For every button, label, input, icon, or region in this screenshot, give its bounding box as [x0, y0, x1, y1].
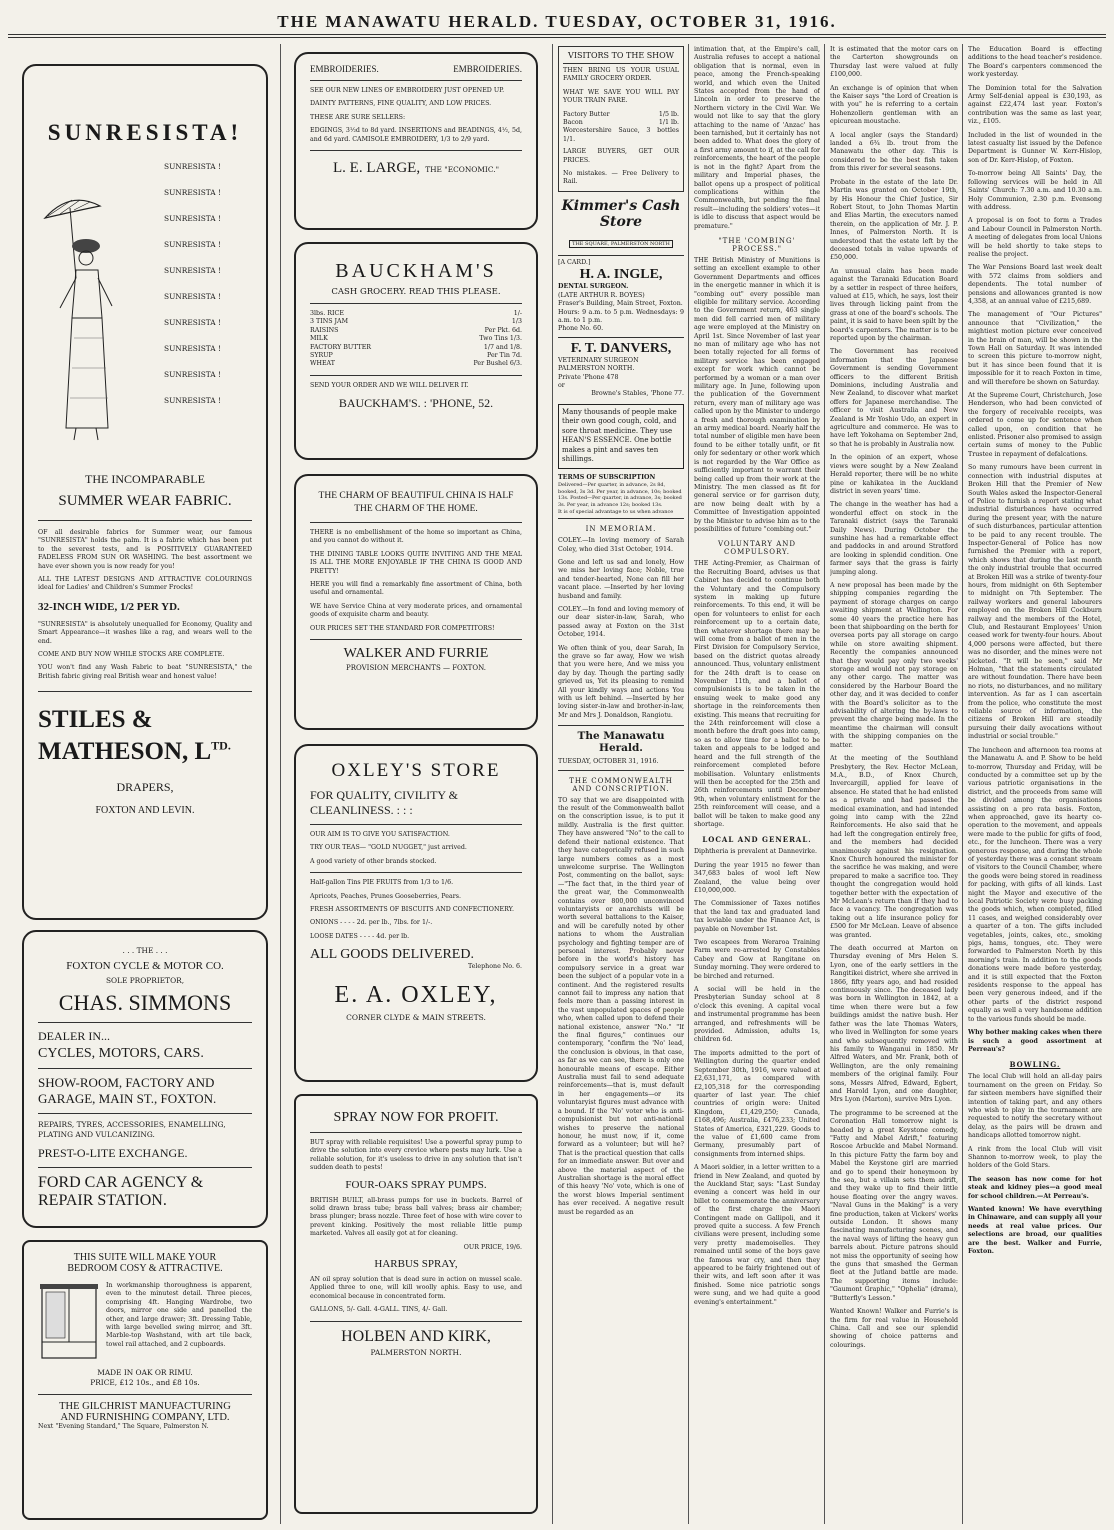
oxley-firm: E. A. OXLEY,	[334, 981, 498, 1008]
china-body: THE DINING TABLE LOOKS QUITE INVITING AND THE MEAL IS ALL THE MORE ENJOYABLE IF THE CHINA IS GOOD AND PRETTY!	[310, 550, 522, 575]
ingle-name: H. A. INGLE,	[579, 267, 663, 283]
visitors-price-list	[563, 111, 679, 145]
sunresista-advert	[22, 64, 268, 920]
local-item: Included in the list of wounded in the latest casualty list issued by the Defence Department is Gunner W. Kerr-Hislop, son of Dr. Kerr-Hislop, of Foxton.	[968, 131, 1102, 164]
sunresista-repeat: SUNRESISTA !	[164, 188, 221, 197]
memoriam-body: Gone and left us sad and lonely, How we miss her loving face; Noble, true and tender-hearted, None can fill her vacant place. —Inserted by her loving husband and family.	[558, 558, 684, 600]
sunresista-repeat: SUNRESISTA !	[164, 396, 221, 405]
embroideries-heading: EMBROIDERIES.	[453, 64, 522, 74]
column-4	[694, 46, 820, 1522]
commonwealth-body: intimation that, at the Empire's call, Australia refuses to accept a national obligation that is normal, even in peace, among the French-speaking world, and which even the United States accepted from the hand of Lincoln in order to preserve the Northern victory in the Civil War. We would not like to say that the glory attaching to the name of 'Anzac' has been tarnished, but it certainly has not been added to. What does the glory of a first army amount to if, at the call for reinforcements, the heart of the people is not in the fight? Apart from the military and Imperial phases, the ballot opens up a prospect of political complications within the Commonwealth, but pending the final result—including the soldiers' votes—it is idle to discuss that aspect would be premature."	[694, 46, 820, 230]
bauckham-price-row	[310, 352, 522, 360]
cycle-company: FOXTON CYCLE & MOTOR CO.	[66, 960, 224, 972]
spray-pumps-heading: FOUR-OAKS SPRAY PUMPS.	[345, 1178, 487, 1191]
danvers-line: PALMERSTON NORTH.	[558, 365, 635, 373]
embroideries-heading: EMBROIDERIES.	[310, 64, 379, 74]
spray-body: AN oil spray solution that is dead sure in action on mussel scale. Applied three to one, will kill woolly aphis. Easy to use, and economical because in concentrated form.	[310, 1276, 522, 1300]
holben-kirk-address: PALMERSTON NORTH.	[370, 1347, 462, 1357]
ingle-line: DENTAL SURGEON.	[558, 283, 629, 291]
bowling-heading: BOWLING.	[1009, 1060, 1061, 1070]
bauckham-firm: BAUCKHAM'S. : 'PHONE, 52.	[338, 396, 494, 411]
ingle-line: Fraser's Building, Main Street, Foxton.	[558, 300, 683, 308]
gilchrist-heading: THIS SUITE WILL MAKE YOUR	[73, 1252, 217, 1263]
local-item: An unusual claim has been made against the Taranaki Education Board by a settler in respect of three heifers, valued at £15, which, he says, lost their lives through licking paint from the grass at one of the board's schools. The paint, it is said to have been spilt by the board's carpenters. The matter is to be reported upon by the chairman.	[830, 267, 958, 342]
china-body: THERE is no embellishment of the home so important as China, and you cannot do without it.	[310, 529, 522, 545]
masthead: THE MANAWATU HERALD. TUESDAY, OCTOBER 31, 1916.	[277, 12, 837, 31]
wardrobe-illustration	[38, 1282, 100, 1362]
sunresista-body: OF all desirable fabrics for Summer wear, our famous "SUNRESISTA" holds the palm. It is a fabric which has been put to the severest tests, and is POSITIVELY GUARANTEED FADELESS FROM SUN OR WASHING. The best assortment we have ever shown you is now ready for you!	[38, 529, 252, 570]
memoriam-heading: IN MEMORIAM.	[585, 525, 657, 534]
gilchrist-address: Next "Evening Standard," The Square, Palmerston N.	[38, 1423, 209, 1430]
visitors-title: VISITORS TO THE SHOW	[568, 51, 674, 60]
terms-body: It is of special advantage to us when advance	[558, 508, 674, 515]
price-item-value: 1/3	[511, 318, 522, 326]
local-item: The Government has received information that the Japanese Government is sending Government officers to the different British Dominions, including Australia and New Zealand, to discover what market offers for Japanese merchandise. The officer to visit Australia and New Zealand is Mr Yoshio Udo, an expert in agriculture and commerce. He was to have left Yokohama on September 2nd, so that he is probably in Australia now.	[830, 348, 958, 448]
local-item: The management of "Our Pictures" announce that "Civilization," the mightiest motion picture ever conceived in the brain of man, will be shown in the Town Hall on Saturday. It was intended to screen this picture to-morrow night, but it has since been found that it is impossible for it to reach Foxton in time, and will therefore be shown on Saturday.	[968, 311, 1102, 386]
column-rule	[824, 44, 825, 1524]
chas-simmons-name: CHAS. SIMMONS	[58, 990, 232, 1015]
masthead-rule	[8, 34, 1106, 35]
local-item: The season has now come for hot steak and kidney pies—a good meal for school children.—At Perreau's.	[968, 1175, 1102, 1200]
cycle-repairs: REPAIRS, TYRES, ACCESSORIES, ENAMELLING, PLATING AND VULCANIZING.	[38, 1120, 226, 1139]
bauckham-send: SEND YOUR ORDER AND WE WILL DELIVER IT.	[310, 381, 469, 389]
large-body: THESE ARE SURE SELLERS:	[310, 113, 406, 121]
column-rule	[962, 44, 963, 1524]
local-item: The luncheon and afternoon tea rooms at the Manawatu A. and P. Show to be held to-morrow, Thursday and Friday, will be conducted by a committee set up by the various patriotic organisations in the district, and the proceeds from same will be divided among the organisations assisting on a pro rata basis. Foxton, when approached, gave its hearty co-operation to the movement, and appeals were made to the public for gifts of food, etc., for the luncheon. There was a very generous response, and during the whole of yesterday there was a constant stream of visitors to the Council Chamber, where the goods were being stored in readiness for packing, with gifts of all kinds. Last night the Mayor and executive of the local Patriotic Society were busy packing the goods which, when completed, filled 11 cases, and weighed considerably over a quarter of a ton. The gifts included vegetables, joints, cakes, etc., smoking pigs, hams, tongues, etc. They were forwarded to Palmerston North by this morning's train. In addition to the goods donations were made before yesterday, and it is still expected that the Foxton residents response to the appeal has been very generous indeed, and if the other parts of the district respond equally as well a very handsome addition to the various funds should be made.	[968, 746, 1102, 1023]
local-item: Wanted known! We have everything in Chinaware, and can supply all your needs at real value prices. Our selections are broad, our qualities are the best. Walker and Furrie, Foxton.	[968, 1206, 1102, 1256]
price-item-name: Bacon	[563, 119, 583, 127]
large-body: SEE OUR NEW LINES OF EMBROIDERY JUST OPENED UP.	[310, 87, 505, 94]
bauckham-title: BAUCKHAM'S	[335, 260, 497, 282]
danvers-name: F. T. DANVERS,	[570, 340, 672, 356]
card-label: [A CARD.]	[558, 258, 591, 266]
price-item-name: WHEAT	[310, 360, 335, 368]
local-item: Why bother making cakes when there is such a good assortment at Perreau's?	[968, 1029, 1102, 1053]
bauckham-price-row	[310, 344, 522, 352]
sunresista-repeat: SUNRESISTA !	[164, 292, 221, 301]
gilchrist-made: MADE IN OAK OR RIMU.	[97, 1368, 193, 1377]
cycle-showroom: GARAGE, MAIN ST., FOXTON.	[38, 1091, 217, 1106]
visitors-line: WHAT WE SAVE YOU WILL PAY YOUR TRAIN FARE.	[563, 88, 679, 105]
local-general-heading: LOCAL AND GENERAL.	[702, 835, 812, 845]
sunresista-body: COME AND BUY NOW WHILE STOCKS ARE COMPLETE.	[38, 651, 225, 659]
large-firm: L. E. LARGE,	[333, 160, 421, 177]
large-body: DAINTY PATTERNS, FINE QUALITY, AND LOW PRICES.	[310, 100, 492, 108]
local-item: The Commissioner of Taxes notifies that the land tax and graduated land tax leviable under the Finance Act, is payable on November 1st.	[694, 900, 820, 933]
visitors-price-row	[563, 119, 679, 127]
gilchrist-firm: AND FURNISHING COMPANY, LTD.	[60, 1412, 230, 1423]
large-body: EDGINGS, 3½d to 8d yard. INSERTIONS and BEADINGS, 4½, 5d, and 6d yard. CAMISOLE EMBROIDERY, 1/3 to 2/9 yard.	[310, 127, 522, 143]
local-item: At the meeting of the Southland Presbytery, the Rev. Hector McLean, M.A., B.D., of Knox Church, Invercargill, applied for leave of absence. He stated that he had enlisted as a private and had passed the medical examination, and had intended going into camp with the 22nd Reinforcements. He also said that he had left the congregation entirely free, and the members had decided unanimously against his resignation. Knox Church honoured the minister for the sacrifice he was making, and were prepared to make a sacrifice too. They thought the congregation would hold together better with the expectation of Mr McLean's return than if they had to face a vacancy. The congregation was taking out a life insurance policy for £500 for Mr McLean. Leave of absence was granted.	[830, 755, 958, 939]
local-item: During the year 1915 no fewer than 347,683 bales of wool left New Zealand, the value being over £10,000,000.	[694, 861, 820, 894]
price-item-value: Per Pkt. 6d.	[484, 326, 522, 334]
masthead-rule-2	[8, 37, 1106, 38]
cycle-ford: FORD CAR AGENCY &	[38, 1174, 204, 1191]
ingle-line: Phone No. 60.	[558, 325, 604, 333]
voluntary-body: THE Acting-Premier, as Chairman of the Recruiting Board, advises us that Cabinet has decided to continue both the Voluntary and the Compulsory system in making up future reinforcements. To this end, it will be open for volunteers to enlist for each reinforcement up to a certain date, then whatever shortage there may be will come from a ballot of men in the First Division for Compulsory Service, based on the district quotas already announced. Thus, voluntary enlistment for the 24th draft is to cease on November 11th, and a ballot of compulsionists is to be taken in the ensuing week to make good any shortage in the reinforcements then existing. This means that recruiting for the 24th reinforcement will close a month before the draft goes into camp, so as to allow time for a ballot to be taken and appeals to be lodged and heard and the full strength of the reinforcement completed before mobilisation. Voluntary enlistments will then be accepted for the 25th and 26th reinforcements until December 9th, when voluntary enlistment for the 25th reinforcement will cease, and a ballot will be taken to make good any shortage.	[694, 560, 820, 828]
local-item: At the Supreme Court, Christchurch, Jose Henderson, who had been convicted of the forgery of receivable receipts, was ordered to come up for sentence when called upon, on condition that he enlisted. Prisoner also promised to assign certain sums of money to the Public Trustee in repayment of defalcations.	[968, 392, 1102, 458]
gilchrist-advert	[22, 1240, 268, 1520]
oxley-telephone: Telephone No. 6.	[467, 963, 522, 971]
spray-gallons: GALLONS, 5/- Gall. 4-GALL. TINS, 4/- Gall.	[310, 1306, 448, 1314]
price-item-name: 3lbs. RICE	[310, 310, 344, 317]
gilchrist-body: In workmanship thoroughness is apparent, even to the minutest detail. Three pieces, comprising 4ft. Hanging Wardrobe, two doors, mirror one side and panelled the other, and large drawer; 3ft. Dressing Table, with large bevelled swing mirror, and 3ft. Marble-top Washstand, with art tile back, towel rail attached, and 2 cupboards.	[106, 1282, 252, 1348]
memoriam-body: COLEY.—In loving memory of Sarah Coley, who died 31st October, 1914.	[558, 537, 684, 553]
sunresista-repeat: SUNRESISTA !	[164, 318, 221, 327]
stiles-matheson-suffix: TD.	[211, 738, 231, 753]
herald-nameplate: The Manawatu Herald.	[577, 730, 665, 755]
price-item-name: FACTORY BUTTER	[310, 343, 372, 351]
bauckham-price-row	[310, 327, 522, 335]
bauckham-price-row	[310, 310, 522, 318]
visitors-price-row	[563, 111, 679, 119]
spray-body: BRITISH BUILT, all-brass pumps for use in buckets. Barrel of solid drawn brass tube; brass ball valves; brass air chamber; brass plunger; brass nozzle. Three feet of hose with wire cover to prevent kinking. Positively the most reliable little pump marketed. Valves all easily got at for cleaning.	[310, 1196, 522, 1238]
sunresista-repeat: SUNRESISTA !	[164, 240, 221, 249]
oxley-advert	[294, 744, 538, 1082]
local-item: Wanted Known! Walker and Furrie's is the firm for real value in Household China. Call and see our splendid showing of choice patterns and colourings.	[830, 1308, 958, 1349]
local-item: Two escapees from Weraroa Training Farm were re-arrested by Constables Cabey and Gow at Rangitane on Sunday morning. They were ordered to be birched and returned.	[694, 939, 820, 980]
oxley-line: TRY OUR TEAS— "GOLD NUGGET," just arrived.	[310, 844, 467, 852]
visitors-price-row	[563, 127, 679, 144]
danvers-line: Private 'Phone 478	[558, 373, 619, 381]
price-item-value: 1/-	[513, 310, 522, 317]
walker-furrie-sub: PROVISION MERCHANTS — FOXTON.	[346, 664, 486, 673]
stiles-matheson-name: STILES &	[38, 706, 153, 734]
terms-body: Delivered—Per quarter, in advance, 2s 8d, booked, 3s 3d. Per year, in advance, 10s; booked 13s. Posted—Per quarter, in advance, 3s; booked 3s. Per year, in advance 12s; booked 13s.	[558, 482, 682, 508]
ingle-line: (LATE ARTHUR R. BOYES)	[558, 291, 645, 299]
lady-parasol-illustration	[40, 188, 130, 448]
local-item: The death occurred at Marton on Thursday evening of Mrs Helen S. Lyon, one of the early settlers in the Rangitikei district, where she arrived in 1866, fifty years ago, and had resided continuously since. The deceased lady was born in Wellington in 1842, at a time when there were but a few buildings amidst the native bush. Her father was the late Thomas Waters, who lived in Wellington for some years and who subsequently removed with his family to Wanganui in 1850. Mr Alfred Waters, and Mr. Frank, both of Wellington, are the only remaining members of the original family. Four sons, Messrs Alfred, Edward, Egbert, and Harold Lyon, and one daughter, Mrs Lyon (Marton), survive Mrs Lyon.	[830, 945, 958, 1104]
oxley-line: FRESH ASSORTMENTS OF BISCUITS AND CONFECTIONERY.	[310, 906, 514, 914]
memoriam-body: COLEY.—In fond and loving memory of our dear sister-in-law, Sarah, who passed away at Foxton on the 31st October, 1914.	[558, 605, 684, 639]
bauckham-price-row	[310, 318, 522, 326]
visitors-line: No mistakes. — Free Delivery to Rail.	[563, 170, 679, 186]
local-item: The change in the weather has had a wonderful effect on stock in the Taranaki district (says the Taranaki Daily News). During October the sunshine has had a remarkable effect and paddocks in and around Stratford are looking in splendid condition. One farmer says that the grass is fairly jumping along.	[830, 501, 958, 576]
heans-essence-advert: Many thousands of people make their own good cough, cold, and sore throat medicine. They use HEAN'S ESSENCE. One bottle makes a pint and saves ten shillings.	[558, 404, 684, 469]
oxley-line: Half-gallon Tins PIE FRUITS from 1/3 to 1/6.	[310, 879, 454, 887]
ingle-line: Hours: 9 a.m. to 5 p.m. Wednesdays: 9 a.m. to 1 p.m.	[558, 308, 684, 324]
gilchrist-firm: THE GILCHRIST MANUFACTURING	[59, 1401, 231, 1412]
oxley-delivered: ALL GOODS DELIVERED.	[310, 947, 474, 963]
cycle-sole: SOLE PROPRIETOR,	[105, 976, 185, 985]
bowling-item: The local Club will hold an all-day pairs tournament on the green on Friday. So far sixteen members have signified their intention of taking part, and any others who wish to play in the tournament are requested to notify the secretary without delay, as the pairs will be drawn and handicaps allotted tomorrow night.	[968, 1073, 1102, 1140]
combing-heading: "THE 'COMBING' PROCESS."	[718, 236, 796, 253]
bauckham-price-row	[310, 360, 522, 368]
local-item: The Education Board is effecting additions to the head teacher's residence. The Board's carpenters commenced the work yesterday.	[968, 46, 1102, 79]
local-item: So many rumours have been current in connection with industrial disputes at Broken Hill that the Premier of New South Wales asked the Inspector-General of Police to furnish a report stating what industrial disturbances have occurred during the present year, with the nature of such disturbances, particular attention to be paid to any recent trouble. The Inspector-General of Police has now furnished the Premier with a report, which shows that during the last month the only industrial trouble that occurred at Broken Hill was a strike of twenty-four hours, from midnight on 6th September to midnight on 7th September. The railway workers and general labourers employed on the Broken Hill Cockburn railway and the members of the Hotel, Club, and Restaurant Employees' Union ceased work for twenty-four hours. About 4,000 persons were affected, but there was no disorder, and the mines were not picketed. "It will be seen," said Mr Holman, "that the statements circulated are without foundation. There have been no riots, no disturbances, and no military intervention. As far as I can ascertain from the police, who constitute the most reliable source of information, the citizens of Broken Hill are steadily pursuing their daily avocations without industrial or social trouble."	[968, 464, 1102, 741]
price-item-name: Worcestershire Sauce, 3 bottles 1/1.	[563, 127, 679, 143]
local-item: A new proposal has been made by the shipping companies regarding the payment of storage charges on cargo awaiting shipment at Wellington. For some 40 years the practice here has been that shipboarding on the berth for oversea ports pay all storage on cargo while on store awaiting shipment. Recently the companies announced that they would pay only two weeks' storage and would not pay storage on any other cargo. The matter was considered by the Harbour Board the other day, and it was decided to confer with the Board's solicitor as to the advisability of altering the by-laws to prevent the charge being made. In the meantime the chairman will consult with the shipping companies on the matter.	[830, 581, 958, 749]
sunresista-body: ALL THE LATEST DESIGNS AND ATTRACTIVE COLOURINGS ideal for Ladies' and Children's Summer Frocks!	[38, 576, 252, 592]
price-item-value: Per Bushel 6/3.	[473, 360, 522, 368]
china-body: WE have Service China at very moderate prices, and ornamental goods of exquisite charm and beauty.	[310, 602, 522, 619]
sunresista-title: SUNRESISTA!	[47, 120, 243, 145]
visitors-advert	[558, 46, 684, 192]
cycle-the: . . . THE . . .	[122, 946, 168, 955]
stiles-matheson-trade: DRAPERS,	[116, 780, 174, 795]
sunresista-repeat: SUNRESISTA !	[164, 344, 221, 353]
visitors-line: LARGE BUYERS, GET OUR PRICES.	[563, 148, 679, 164]
sunresista-body: YOU won't find any Wash Fabric to beat "SUNRESISTA," the British fabric giving real British wear and honest value!	[38, 664, 252, 680]
cycle-showroom: SHOW-ROOM, FACTORY AND	[38, 1075, 215, 1090]
kimmer-logo	[558, 198, 684, 249]
sunresista-repeat: SUNRESISTA !	[164, 266, 221, 275]
oxley-line: ONIONS - - - - 2d. per lb., 7lbs. for 1/-.	[310, 919, 433, 927]
spray-title: SPRAY NOW FOR PROFIT.	[333, 1110, 499, 1125]
column-6	[968, 46, 1102, 1522]
gilchrist-heading: BEDROOM COSY & ATTRACTIVE.	[67, 1263, 223, 1274]
local-item: The War Pensions Board last week dealt with 572 claims from soldiers and dependents. The total number of pensions and allowances granted is now 4,358, at an annual value of £215,689.	[968, 264, 1102, 305]
foxton-cycle-advert	[22, 930, 268, 1228]
terms-heading: TERMS OF SUBSCRIPTION	[558, 473, 656, 481]
local-item: The Dominion total for the Salvation Army Self-denial appeal is £30,193, as against £22,474 last year. Foxton's contribution was the same as last year, viz., £105.	[968, 84, 1102, 126]
sunresista-tagline: SUMMER WEAR FABRIC.	[58, 493, 232, 509]
local-item: A Maori soldier, in a letter written to a friend in New Zealand, and quoted by the Auckland Star, says: "Last Sunday evening a concert was held in our billet to commemorate the anniversary of the first charge the Maori Contingent made on Gallipoli, and it proved quite a success. A few French civilians were present, including some very pretty mademoiselles. They remained until some of the boys gave the famous war cry, and then they appeared to be fairly frightened out of their wits, and left soon after it was finished. Some nice patriotic songs were sung, and we had quite a good evening's entertainment."	[694, 1164, 820, 1306]
oxley-line: Apricots, Peaches, Prunes Gooseberries, Pears.	[310, 892, 461, 900]
bauckham-subtitle: CASH GROCERY. READ THIS PLEASE.	[331, 287, 501, 297]
commonwealth-body: TO say that we are disappointed with the result of the Commonwealth ballot on the conscription issue, is to put it mildly. Australia is the first quitter. They have answered "No" to the call to defend their national existence. That they have categorically refused in such large numbers comes as a most unwelcome surprise. The Wellington Post, commenting on the ballot, says:—"The fact that, in the third year of the great war, the Commonwealth contains over 800,000 unconvinced voluntaryists or anarchists will be worth several battalions to the Kaiser, and will be carefully noted by other nations to whom the Australian psychology and fighting temper are of personal interest. Probably never before in the world's history has compulsory service in a great war been the subject of a popular vote in a continent. And the registered results cannot fail to impress any nation that feels more than a passing interest in the vast unpopulated spaces of people who, when called upon to defend their national existence, answer "No." "If the final figures," continues our contemporary, "confirm the 'No' lead, the conclusion is obvious, in that case, as far as we can see, there is only one honourable means of escape. Either Australia must fail to send adequate reinforcements—that is, must default in her engagements—or its voluntaryist figures must advance with a bound. If the 'No' voter who is anti-compulsionist but not anti-national wishes to preserve the national honour, he must now, if it, come forward as a volunteer; but will he? That is the practical question that calls for an immediate answer. But over and above the material aspect of the Australian shortage is the moral effect of this heavy 'No' vote, which is one of the worst blows Imperial sentiment has ever received. A negative result must be regarded as an	[558, 796, 684, 1216]
stiles-matheson-name: MATHESON, L	[38, 738, 212, 766]
walker-furrie-name: WALKER AND FURRIE	[343, 646, 489, 662]
oxley-line: A good variety of other brands stocked.	[310, 857, 437, 865]
oxley-address: CORNER CLYDE & MAIN STREETS.	[346, 1012, 486, 1022]
local-item: A proposal is on foot to form a Trades and Labour Council in Palmerston North. A meeting of delegates from local Unions will be held shortly to take steps to realise the project.	[968, 217, 1102, 258]
local-item: Diphtheria is prevalent at Dannevirke.	[694, 848, 817, 856]
cycle-ford: REPAIR STATION.	[38, 1192, 167, 1209]
local-item: Probate in the estate of the late Dr. Martin was granted on October 19th, by His Honour the Chief Justice, Sir Robert Stout, to John Thomas Martin and Elias Martin, the executors named therein, on the application of Mr. J. P. Innes, of Palmerston North. It is understood that the estate left by the deceased totals in value upwards of £50,000.	[830, 178, 958, 262]
local-item: A local angler (says the Standard) landed a 6¾ lb. trout from the Manawatu the other day. This is considered to be the best fish taken from this river for several seasons.	[830, 131, 958, 173]
danvers-line: VETERINARY SURGEON	[558, 356, 639, 364]
commonwealth-heading: THE COMMONWEALTH AND CONSCRIPTION.	[569, 776, 673, 793]
price-item-name: Factory Butter	[563, 110, 610, 118]
china-body: OUR PRICES SET THE STANDARD FOR COMPETITORS!	[310, 624, 495, 632]
oxley-subtitle: FOR QUALITY, CIVILITY & CLEANLINESS. : : :	[310, 788, 458, 817]
local-item: A social will be held in the Presbyterian Sunday school at 8 o'clock this evening. A capital vocal and instrumental programme has been arranged, and refreshments will be provided. Admission, adults 1s, children 6d.	[694, 986, 820, 1044]
column-rule	[280, 44, 281, 1524]
gilchrist-price: PRICE, £12 10s., and £8 10s.	[90, 1378, 200, 1387]
spray-body: BUT spray with reliable requisites! Use a powerful spray pump to drive the solution into every crevice where pests may lurk. Use a reliable solution, for it's useless to drive in any solution that isn't sudden death to pests!	[310, 1139, 522, 1172]
visitors-line: THEN BRING US YOUR USUAL FAMILY GROCERY ORDER.	[563, 67, 679, 83]
price-item-name: SYRUP	[310, 352, 333, 360]
danvers-line: Browne's Stables, 'Phone 77.	[591, 390, 684, 398]
price-item-value: 1/5 lb.	[658, 110, 679, 118]
local-item: The programme to be screened at the Coronation Hall tomorrow night is headed by a great Keystone comedy, "Fatty and Mabel Adrift," featuring Roscoe Arbuckle and Mabel Normand. In this picture Fatty the farm boy and Mabel the Keystone girl are married and go to spend their honeymoon by the sea, but a villain sets them adrift, and they wake up to find their little house floating over the angry waves. "Naval Guns in the Making" is a very fine production, taken at Vickers' works outside London. It shows many fascinating manufacturing scenes, and the naval ways of lifting the heavy gun barrels about. Picture patrons should not miss the opportunity of seeing how the guns that smashed the German fleet at the Jutland battle are made. The supporting items include: "Gaumont Graphic," "Ophelia" (drama), "Butterfly's Lesson."	[830, 1109, 958, 1302]
column-rule	[552, 44, 553, 1524]
price-item-value: 1/7 and 1/8.	[483, 343, 522, 351]
spray-advert	[294, 1094, 538, 1514]
price-item-name: 3 TINS JAM	[310, 318, 349, 326]
bauckham-advert	[294, 242, 538, 460]
local-item: An exchange is of opinion that when the Kaiser says "the Lord of Creation is with you" he is referring to a certain Hohenzollern gentleman with an epicurean moustache.	[830, 84, 958, 126]
price-item-value: Per Tin 7d.	[486, 352, 522, 360]
oxley-line: OUR AIM IS TO GIVE YOU SATISFACTION.	[310, 831, 450, 838]
holben-kirk-name: HOLBEN AND KIRK,	[341, 1327, 491, 1345]
sunresista-body: "SUNRESISTA" is absolutely unequalled for Economy, Quality and Smart Appearance—it washes like a rag, and wears well to the end.	[38, 620, 252, 645]
cycle-dealer: DEALER IN...	[38, 1029, 110, 1043]
sunresista-price: 32-INCH WIDE, 1/2 PER YD.	[38, 600, 180, 613]
kimmer-logo-text: Kimmer's Cash Store	[561, 197, 681, 230]
local-item: To-morrow being All Saints' Day, the following services will be held in All Saints' Church: 7.30 a.m. and 10.30 a.m. Holy Communion, 2.30 p.m. Evensong with address.	[968, 170, 1102, 211]
price-item-value: Two Tins 1/3.	[479, 335, 522, 343]
cycle-prestolite: PREST-O-LITE EXCHANGE.	[38, 1146, 188, 1160]
spray-price: OUR PRICE, 19/6.	[463, 1243, 522, 1251]
china-heading: THE CHARM OF BEAUTIFUL CHINA IS HALF THE CHARM OF THE HOME.	[318, 491, 514, 514]
column-5	[830, 46, 958, 1522]
voluntary-heading: VOLUNTARY AND COMPULSORY.	[718, 540, 796, 557]
memoriam-body: We often think of you, dear Sarah, In the grave so far away, How we wish that you were here, And we miss you day by day. Though the parting sadly grieved us, Yet its pleasing to remind All your kindly ways and actions You with us left behind. —Inserted by her loving sister-in-law and brother-in-law, Mr and Mrs J. Donaldson, Rangiotu.	[558, 644, 684, 719]
price-item-name: MILK	[310, 335, 328, 343]
oxley-line: LOOSE DATES - - - - 4d. per lb.	[310, 932, 410, 940]
large-firm-sub: THE "ECONOMIC."	[425, 165, 499, 175]
sunresista-repeat: SUNRESISTA !	[164, 370, 221, 379]
column-rule	[688, 44, 689, 1524]
price-item-name: RAISINS	[310, 326, 339, 334]
herald-date: TUESDAY, OCTOBER 31, 1916.	[558, 758, 659, 766]
kimmer-logo-address: THE SQUARE, PALMERSTON NORTH	[569, 240, 673, 248]
large-embroideries-advert	[294, 52, 538, 230]
column-3	[558, 46, 684, 1522]
bauckham-price-list	[310, 310, 522, 369]
oxley-title: OXLEY'S STORE	[331, 760, 501, 781]
stiles-matheson-locations: FOXTON AND LEVIN.	[95, 805, 195, 817]
sunresista-repeat: SUNRESISTA !	[164, 162, 221, 171]
cycle-goods: CYCLES, MOTORS, CARS.	[38, 1046, 204, 1061]
china-advert	[294, 474, 538, 730]
local-item: It is estimated that the motor cars on the Carterton showgrounds on Thursday last were valued at fully £100,000.	[830, 46, 958, 79]
sunresista-repeat: SUNRESISTA !	[164, 214, 221, 223]
local-item: In the opinion of an expert, whose views were sought by a New Zealand Herald reporter, there will be no white pine or kahikatea in the Auckland district in seven years' time.	[830, 454, 958, 495]
danvers-line: or	[558, 381, 565, 389]
combing-body: THE British Ministry of Munitions is setting an excellent example to other Government Departments and offices in the energetic manner in which it is "combing out" every possible man eligible for military service. According to the Government return, 463 single men did fell carried men of military age were employed at the Ministry on April 1st. Since November of last year no man of military age who has not been totally rejected for all forms of military service has been engaged except for work which cannot be performed by a woman or a man over military age. In June, following upon the publication of the Government return, every man of military age was called upon by the Minister to undergo a fresh and thorough examination by an army medical board. Nearly half the total number of eligible men have been found to be either totally unfit, or fit only for sedentary or other work which is not regarded by the War Office as sufficiently important to warrant their being called up from their work at the Ministry. The men classed as fit for general service or for garrison duty, are now being dealt with by a Committee of Investigation appointed by the Minister to advise him as to the possibilities of future "combing out."	[694, 256, 820, 533]
china-body: HERE you will find a remarkably fine assortment of China, both useful and ornamental.	[310, 581, 522, 597]
sunresista-tagline: THE INCOMPARABLE	[85, 472, 205, 486]
bowling-item: A rink from the local Club will visit Shannon to-morrow week, to play the holders of the Gold Stars.	[968, 1145, 1102, 1170]
price-item-value: 1/1 lb.	[658, 119, 679, 127]
harbus-heading: HARBUS SPRAY,	[374, 1258, 458, 1271]
local-item: The imports admitted to the port of Wellington during the quarter ended September 30th, 1916, were valued at £2,631,171, as compared with £2,105,318 for the corresponding quarter of last year. The chief countries of origin were: United Kingdom, £1,429,250; Canada, £168,496; Australia, £476,233; United States of America, £321,229. Goods to the value of £1,600 came from Germany, presumably part of consignments from interned ships.	[694, 1049, 820, 1158]
bauckham-price-row	[310, 335, 522, 343]
